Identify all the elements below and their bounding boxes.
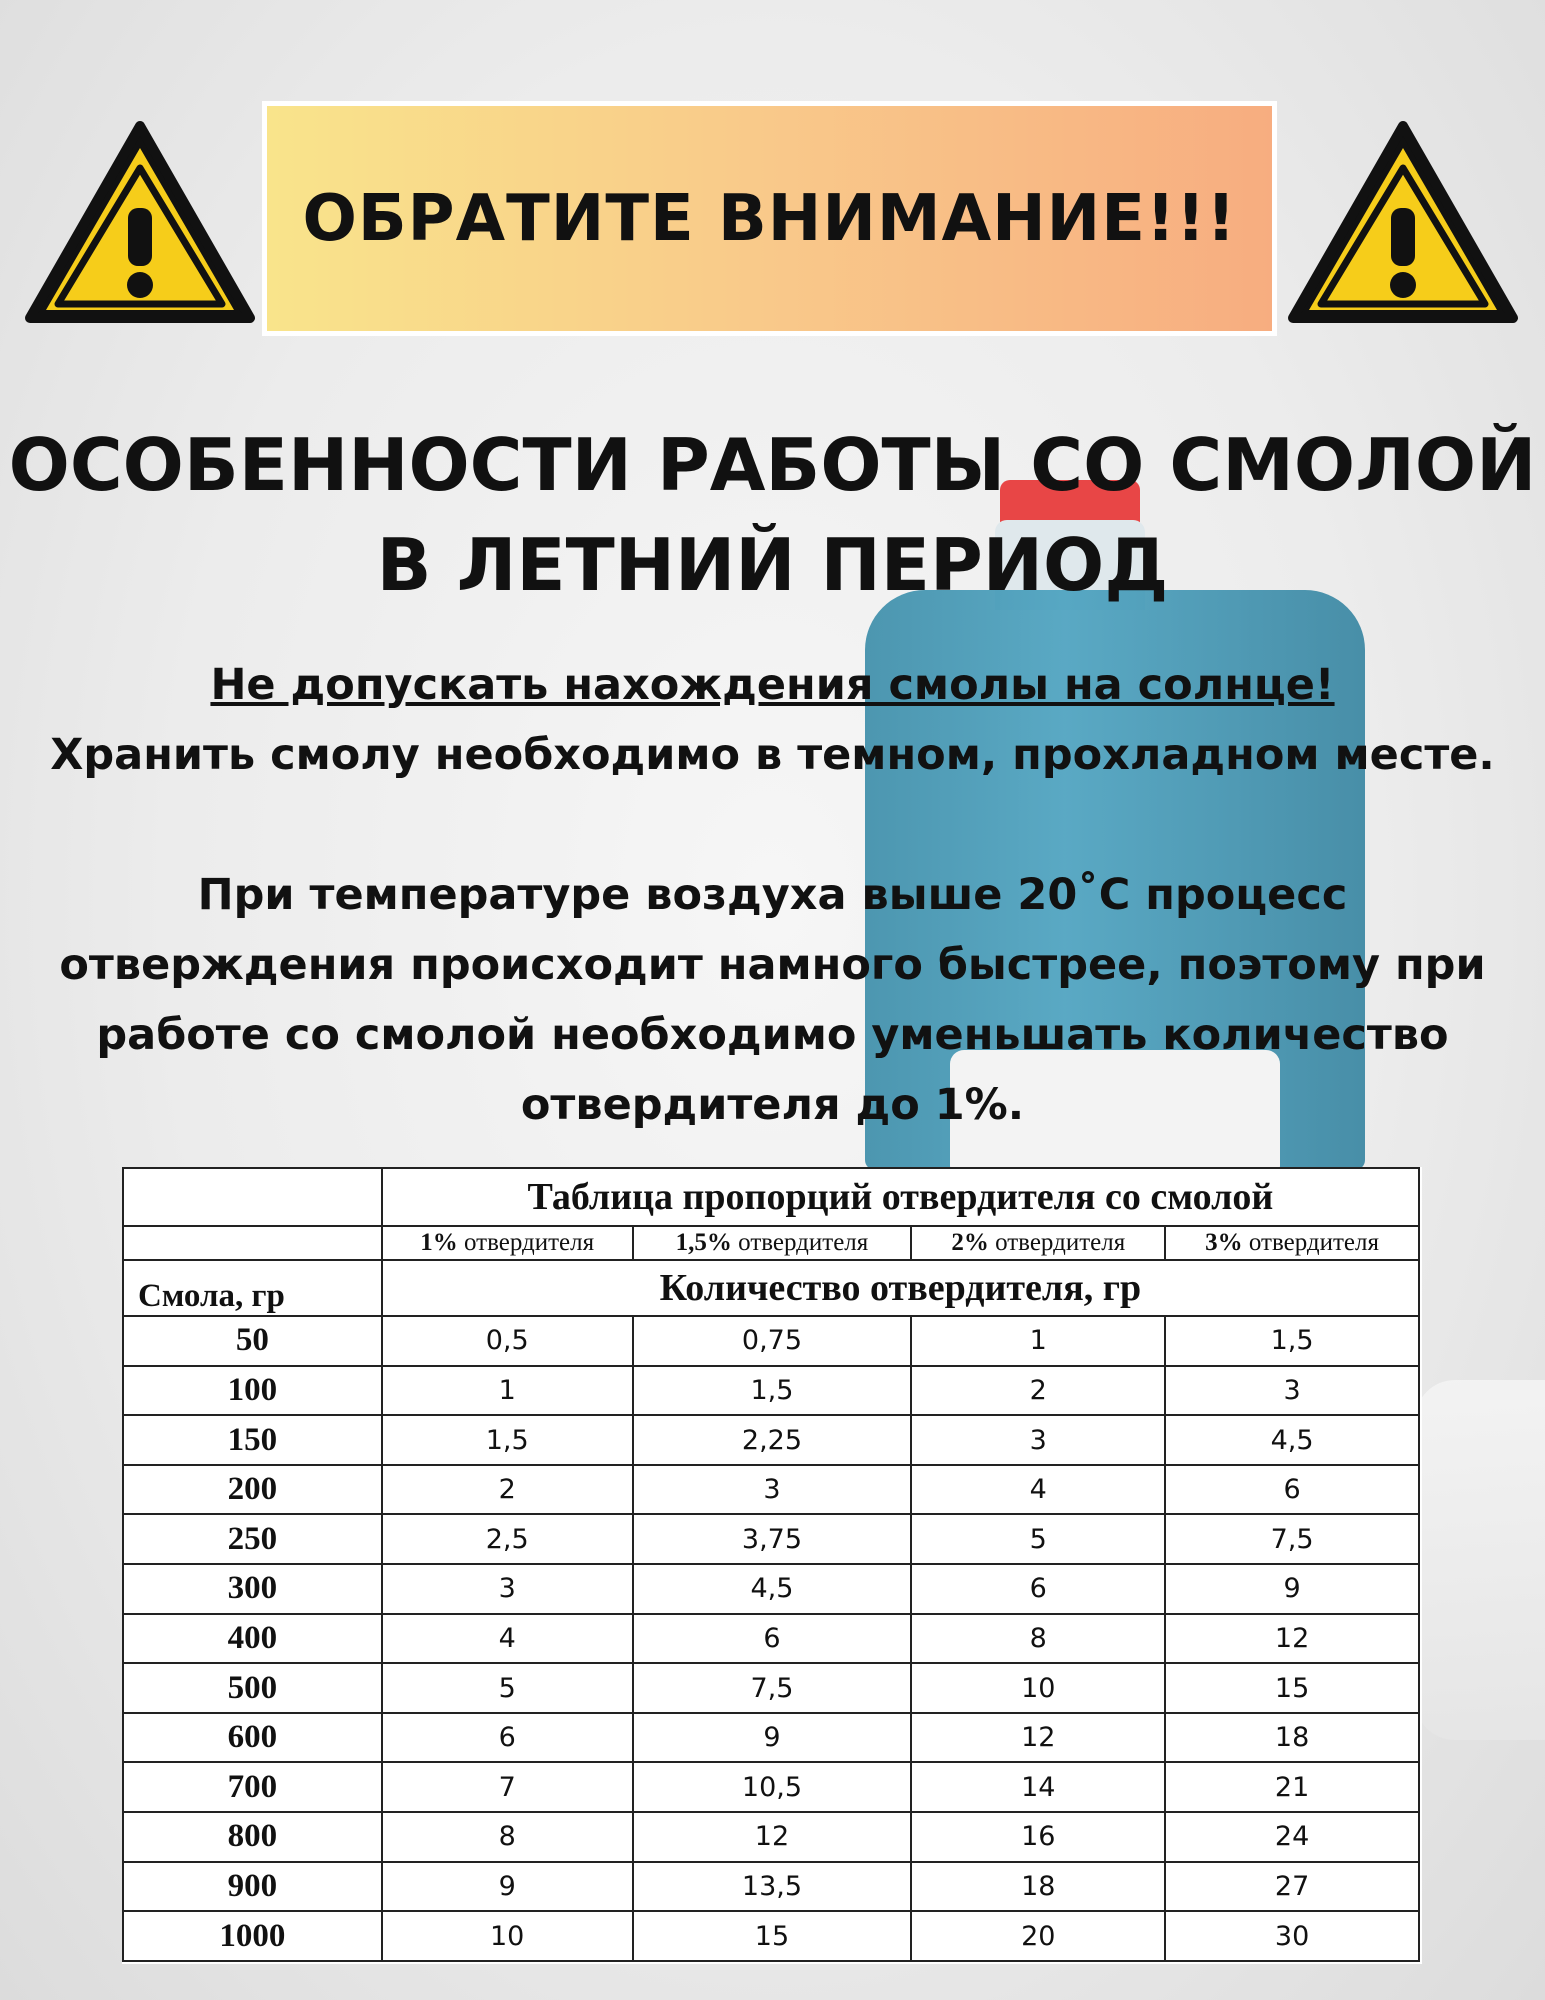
- resin-amount-cell: 50: [123, 1316, 382, 1366]
- hardener-amount-cell: 16: [911, 1812, 1165, 1862]
- hardener-amount-cell: 8: [382, 1812, 633, 1862]
- table-row: [123, 1316, 1419, 1366]
- hardener-amount-cell: 24: [1165, 1812, 1419, 1862]
- hardener-amount-cell: 6: [633, 1614, 912, 1664]
- hardener-amount-cell: 13,5: [633, 1862, 912, 1912]
- column-header-3pct: 3% отвердителя: [1165, 1226, 1419, 1260]
- hardener-amount-cell: 15: [1165, 1663, 1419, 1713]
- hardener-amount-cell: 7,5: [1165, 1514, 1419, 1564]
- hardener-amount-cell: 4: [911, 1465, 1165, 1515]
- hardener-amount-cell: 14: [911, 1762, 1165, 1812]
- table-row: [123, 1663, 1419, 1713]
- table-row: [123, 1911, 1419, 1961]
- hardener-amount-cell: 4,5: [1165, 1415, 1419, 1465]
- hardener-amount-cell: 5: [382, 1663, 633, 1713]
- hardener-amount-cell: 9: [633, 1713, 912, 1763]
- hardener-amount-cell: 15: [633, 1911, 912, 1961]
- hardener-amount-cell: 2,25: [633, 1415, 912, 1465]
- column-header-1-5pct: 1,5% отвердителя: [633, 1226, 912, 1260]
- hardener-amount-cell: 3: [382, 1564, 633, 1614]
- hardener-amount-cell: 4: [382, 1614, 633, 1664]
- hardener-amount-cell: 3: [633, 1465, 912, 1515]
- resin-amount-cell: 400: [123, 1614, 382, 1664]
- hardener-amount-cell: 18: [911, 1862, 1165, 1912]
- resin-amount-cell: 200: [123, 1465, 382, 1515]
- resin-amount-cell: 900: [123, 1862, 382, 1912]
- attention-banner-title: ОБРАТИТЕ ВНИМАНИЕ!!!: [302, 181, 1237, 256]
- resin-amount-cell: 150: [123, 1415, 382, 1465]
- hardener-amount-cell: 0,75: [633, 1316, 912, 1366]
- table-row: [123, 1713, 1419, 1763]
- table-row: [123, 1614, 1419, 1664]
- quantity-header: Количество отвердителя, гр: [382, 1260, 1419, 1316]
- hardener-amount-cell: 1,5: [1165, 1316, 1419, 1366]
- sun-warning-text: Не допускать нахождения смолы на солнце!: [210, 660, 1335, 710]
- warning-triangle-icon: [1285, 118, 1521, 328]
- table-row: [123, 1366, 1419, 1416]
- hardener-amount-cell: 9: [1165, 1564, 1419, 1614]
- table-row: [123, 1465, 1419, 1515]
- hardener-amount-cell: 5: [911, 1514, 1165, 1564]
- hardener-amount-cell: 2: [382, 1465, 633, 1515]
- hardener-amount-cell: 20: [911, 1911, 1165, 1961]
- table-corner-cell: [123, 1168, 382, 1226]
- hardener-amount-cell: 27: [1165, 1862, 1419, 1912]
- table-row: [123, 1812, 1419, 1862]
- table-row: [123, 1762, 1419, 1812]
- resin-amount-cell: 700: [123, 1762, 382, 1812]
- hardener-amount-cell: 18: [1165, 1713, 1419, 1763]
- hardener-amount-cell: 12: [911, 1713, 1165, 1763]
- table-title: Таблица пропорций отвердителя со смолой: [382, 1168, 1419, 1226]
- table-row: [123, 1862, 1419, 1912]
- hardener-amount-cell: 3: [1165, 1366, 1419, 1416]
- hardener-amount-cell: 3: [911, 1415, 1165, 1465]
- table-row: [123, 1514, 1419, 1564]
- column-header-2pct: 2% отвердителя: [911, 1226, 1165, 1260]
- hardener-amount-cell: 2: [911, 1366, 1165, 1416]
- storage-text: Хранить смолу необходимо в темном, прохладном месте.: [50, 730, 1495, 780]
- table-row: [123, 1415, 1419, 1465]
- resin-amount-cell: 500: [123, 1663, 382, 1713]
- resin-amount-cell: 250: [123, 1514, 382, 1564]
- hardener-amount-cell: 1,5: [633, 1366, 912, 1416]
- table-corner-cell: [123, 1226, 382, 1260]
- hardener-amount-cell: 6: [382, 1713, 633, 1763]
- warning-triangle-icon: [22, 118, 258, 328]
- column-header-1pct: 1% отвердителя: [382, 1226, 633, 1260]
- attention-banner: [262, 101, 1277, 336]
- fiberglass-image: [1415, 1380, 1545, 1740]
- hardener-amount-cell: 10,5: [633, 1762, 912, 1812]
- hardener-amount-cell: 12: [1165, 1614, 1419, 1664]
- hardener-amount-cell: 10: [382, 1911, 633, 1961]
- hardener-amount-cell: 6: [1165, 1465, 1419, 1515]
- hardener-amount-cell: 7,5: [633, 1663, 912, 1713]
- resin-amount-cell: 300: [123, 1564, 382, 1614]
- temperature-text: При температуре воздуха выше 20˚С процесс отверждения происходит намного быстрее, поэтому при работе со смолой необходимо уменьшать количество отвердителя до 1%.: [59, 870, 1486, 1130]
- hardener-amount-cell: 4,5: [633, 1564, 912, 1614]
- hardener-amount-cell: 10: [911, 1663, 1165, 1713]
- headline-line-2: В ЛЕТНИЙ ПЕРИОД: [376, 523, 1169, 607]
- resin-column-header: Смола, гр: [123, 1260, 382, 1316]
- hardener-amount-cell: 7: [382, 1762, 633, 1812]
- hardener-amount-cell: 1: [382, 1366, 633, 1416]
- hardener-amount-cell: 21: [1165, 1762, 1419, 1812]
- hardener-amount-cell: 2,5: [382, 1514, 633, 1564]
- table-row: [123, 1564, 1419, 1614]
- resin-amount-cell: 600: [123, 1713, 382, 1763]
- resin-amount-cell: 1000: [123, 1911, 382, 1961]
- headline-line-1: ОСОБЕННОСТИ РАБОТЫ СО СМОЛОЙ: [8, 423, 1537, 507]
- hardener-amount-cell: 0,5: [382, 1316, 633, 1366]
- hardener-amount-cell: 6: [911, 1564, 1165, 1614]
- hardener-amount-cell: 12: [633, 1812, 912, 1862]
- resin-amount-cell: 100: [123, 1366, 382, 1416]
- hardener-amount-cell: 1: [911, 1316, 1165, 1366]
- hardener-amount-cell: 1,5: [382, 1415, 633, 1465]
- hardener-amount-cell: 30: [1165, 1911, 1419, 1961]
- proportions-table: [122, 1167, 1422, 1964]
- hardener-amount-cell: 8: [911, 1614, 1165, 1664]
- hardener-amount-cell: 3,75: [633, 1514, 912, 1564]
- hardener-amount-cell: 9: [382, 1862, 633, 1912]
- resin-amount-cell: 800: [123, 1812, 382, 1862]
